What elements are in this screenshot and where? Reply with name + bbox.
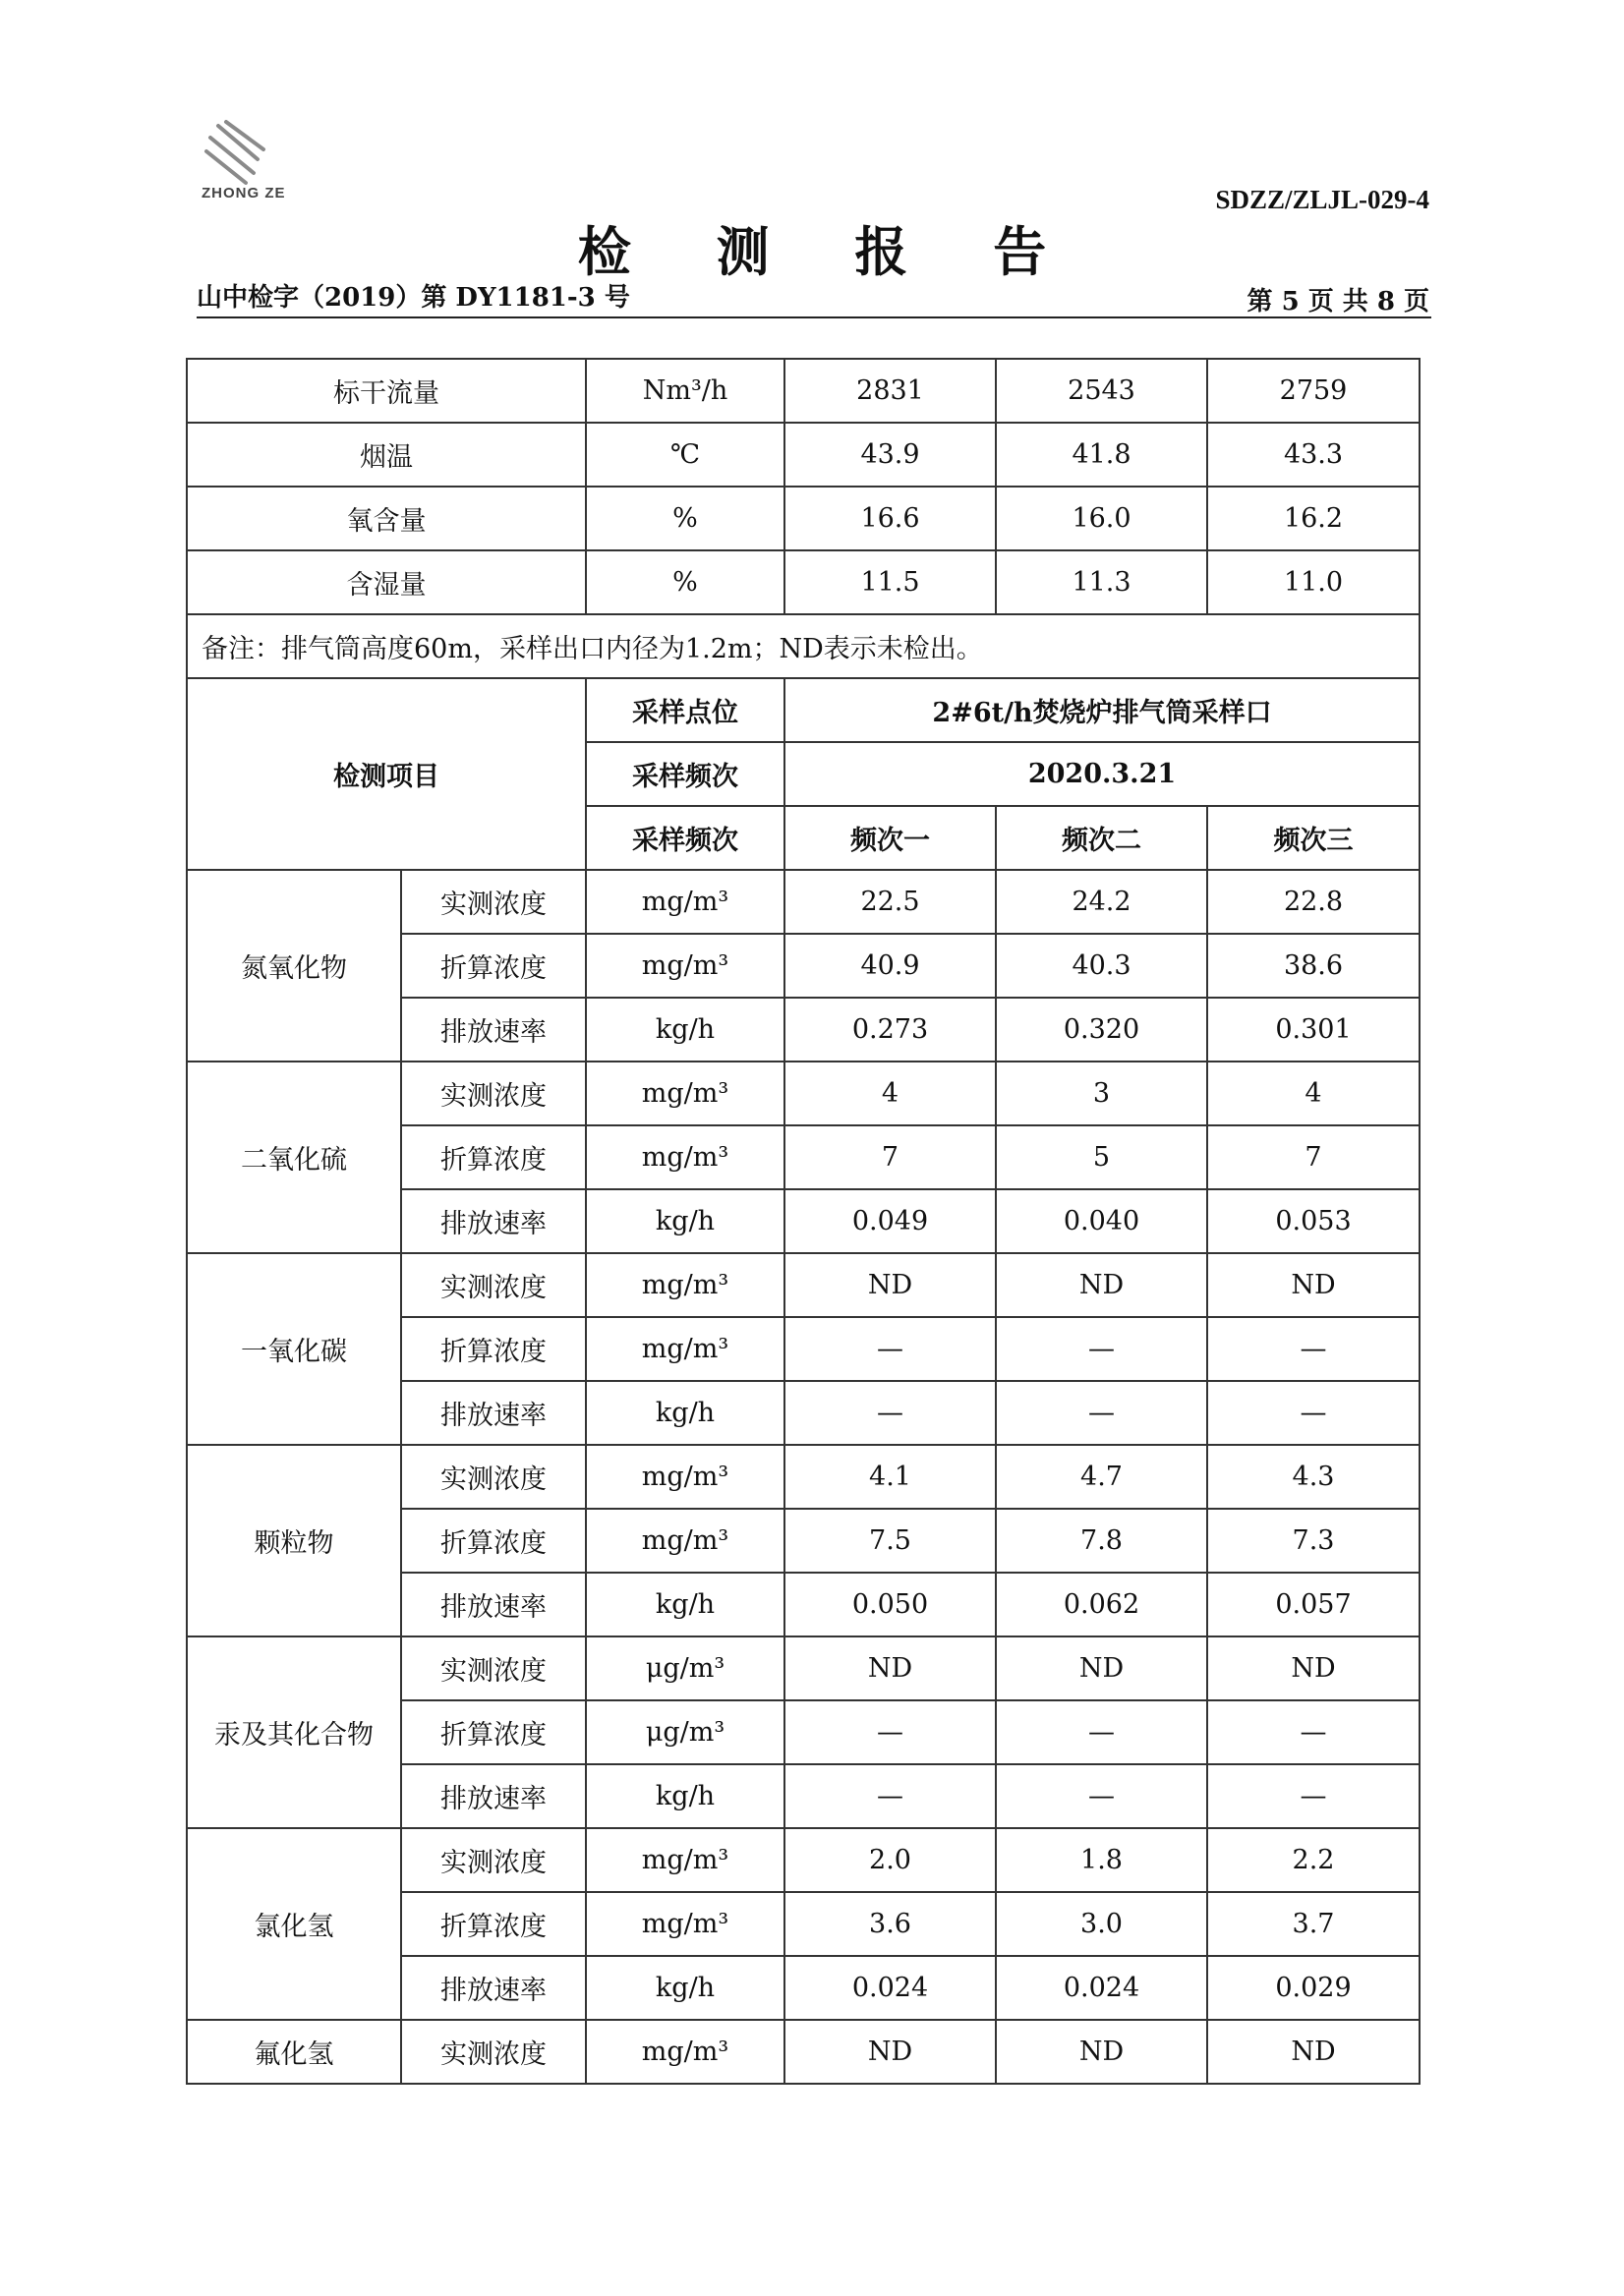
metric-label: 排放速率 bbox=[401, 1956, 586, 2020]
value-cell: ND bbox=[996, 2020, 1207, 2084]
unit-cell: kg/h bbox=[586, 1764, 784, 1828]
metric-label: 排放速率 bbox=[401, 1573, 586, 1636]
table-row bbox=[187, 1445, 1420, 1509]
emission-results-table bbox=[186, 358, 1421, 2085]
value-cell: ND bbox=[784, 1636, 996, 1700]
unit-cell: kg/h bbox=[586, 1956, 784, 2020]
pollutant-name: 汞及其化合物 bbox=[187, 1636, 401, 1828]
metric-label: 排放速率 bbox=[401, 1764, 586, 1828]
note-text: 备注：排气筒高度60m，采样出口内径为1.2m；ND表示未检出。 bbox=[187, 614, 1420, 678]
metric-label: 折算浓度 bbox=[401, 934, 586, 998]
value-cell: — bbox=[784, 1317, 996, 1381]
table-row bbox=[187, 423, 1420, 487]
sampling-date: 2020.3.21 bbox=[784, 742, 1420, 806]
table-row bbox=[187, 1062, 1420, 1125]
value-cell: — bbox=[1207, 1317, 1420, 1381]
unit-cell: mg/m³ bbox=[586, 1892, 784, 1956]
value-cell: 40.3 bbox=[996, 934, 1207, 998]
value-cell: 0.029 bbox=[1207, 1956, 1420, 2020]
frequency-label: 采样频次 bbox=[586, 742, 784, 806]
value-cell: 11.0 bbox=[1207, 550, 1420, 614]
value-cell: ND bbox=[996, 1636, 1207, 1700]
value-cell: 7.5 bbox=[784, 1509, 996, 1573]
table-row bbox=[187, 1828, 1420, 1892]
value-cell: ND bbox=[996, 1253, 1207, 1317]
value-cell: 0.040 bbox=[996, 1189, 1207, 1253]
value-cell: 3 bbox=[996, 1062, 1207, 1125]
value-cell: ND bbox=[784, 2020, 996, 2084]
value-cell: 22.5 bbox=[784, 870, 996, 934]
unit-cell: % bbox=[586, 550, 784, 614]
metric-label: 实测浓度 bbox=[401, 1253, 586, 1317]
table-row bbox=[187, 2020, 1420, 2084]
value-cell: 4 bbox=[784, 1062, 996, 1125]
value-cell: 2543 bbox=[996, 359, 1207, 423]
value-cell: 3.7 bbox=[1207, 1892, 1420, 1956]
pollutant-name: 氯化氢 bbox=[187, 1828, 401, 2020]
value-cell: ND bbox=[1207, 1636, 1420, 1700]
value-cell: 0.024 bbox=[784, 1956, 996, 2020]
table-row bbox=[187, 1253, 1420, 1317]
value-cell: — bbox=[784, 1700, 996, 1764]
unit-cell: mg/m³ bbox=[586, 870, 784, 934]
row-label: 烟温 bbox=[187, 423, 586, 487]
table-row bbox=[187, 550, 1420, 614]
pollutant-name: 颗粒物 bbox=[187, 1445, 401, 1636]
table-row bbox=[187, 870, 1420, 934]
table-row bbox=[187, 1636, 1420, 1700]
value-cell: — bbox=[784, 1381, 996, 1445]
value-cell: 1.8 bbox=[996, 1828, 1207, 1892]
page-indicator: 第 5 页 共 8 页 bbox=[1247, 287, 1429, 316]
unit-cell: μg/m³ bbox=[586, 1700, 784, 1764]
value-cell: 0.320 bbox=[996, 998, 1207, 1062]
frequency-1-header: 频次一 bbox=[784, 806, 996, 870]
row-label: 含湿量 bbox=[187, 550, 586, 614]
value-cell: — bbox=[996, 1381, 1207, 1445]
point-value: 2#6t/h焚烧炉排气筒采样口 bbox=[784, 678, 1420, 742]
header-rule bbox=[197, 316, 1431, 318]
metric-label: 折算浓度 bbox=[401, 1509, 586, 1573]
value-cell: 7 bbox=[784, 1125, 996, 1189]
value-cell: 3.0 bbox=[996, 1892, 1207, 1956]
value-cell: 7.8 bbox=[996, 1509, 1207, 1573]
unit-cell: mg/m³ bbox=[586, 2020, 784, 2084]
unit-cell: kg/h bbox=[586, 1189, 784, 1253]
value-cell: 0.053 bbox=[1207, 1189, 1420, 1253]
pollutant-name: 氮氧化物 bbox=[187, 870, 401, 1062]
value-cell: ND bbox=[1207, 2020, 1420, 2084]
value-cell: 2831 bbox=[784, 359, 996, 423]
document-code: SDZZ/ZLJL-029-4 bbox=[1215, 185, 1429, 214]
value-cell: 40.9 bbox=[784, 934, 996, 998]
table-row bbox=[187, 359, 1420, 423]
value-cell: 4.1 bbox=[784, 1445, 996, 1509]
value-cell: — bbox=[996, 1317, 1207, 1381]
value-cell: 2759 bbox=[1207, 359, 1420, 423]
unit-cell: kg/h bbox=[586, 1381, 784, 1445]
value-cell: 5 bbox=[996, 1125, 1207, 1189]
note-row bbox=[187, 614, 1420, 678]
value-cell: 0.049 bbox=[784, 1189, 996, 1253]
value-cell: — bbox=[996, 1764, 1207, 1828]
row-label: 氧含量 bbox=[187, 487, 586, 550]
metric-label: 折算浓度 bbox=[401, 1892, 586, 1956]
value-cell: 11.3 bbox=[996, 550, 1207, 614]
value-cell: 0.050 bbox=[784, 1573, 996, 1636]
metric-label: 折算浓度 bbox=[401, 1700, 586, 1764]
value-cell: 0.024 bbox=[996, 1956, 1207, 2020]
value-cell: 41.8 bbox=[996, 423, 1207, 487]
metric-label: 折算浓度 bbox=[401, 1317, 586, 1381]
value-cell: — bbox=[1207, 1381, 1420, 1445]
value-cell: 0.062 bbox=[996, 1573, 1207, 1636]
unit-cell: mg/m³ bbox=[586, 1828, 784, 1892]
pollutant-name: 一氧化碳 bbox=[187, 1253, 401, 1445]
unit-cell: mg/m³ bbox=[586, 934, 784, 998]
value-cell: 4.3 bbox=[1207, 1445, 1420, 1509]
value-cell: 0.273 bbox=[784, 998, 996, 1062]
unit-cell: kg/h bbox=[586, 998, 784, 1062]
frequency-3-header: 频次三 bbox=[1207, 806, 1420, 870]
metric-label: 实测浓度 bbox=[401, 1445, 586, 1509]
metric-label: 排放速率 bbox=[401, 1381, 586, 1445]
value-cell: 38.6 bbox=[1207, 934, 1420, 998]
metric-label: 实测浓度 bbox=[401, 870, 586, 934]
value-cell: 16.6 bbox=[784, 487, 996, 550]
value-cell: 3.6 bbox=[784, 1892, 996, 1956]
unit-cell: μg/m³ bbox=[586, 1636, 784, 1700]
metric-label: 折算浓度 bbox=[401, 1125, 586, 1189]
value-cell: ND bbox=[784, 1253, 996, 1317]
value-cell: 43.3 bbox=[1207, 423, 1420, 487]
unit-cell: mg/m³ bbox=[586, 1509, 784, 1573]
unit-cell: % bbox=[586, 487, 784, 550]
value-cell: 0.301 bbox=[1207, 998, 1420, 1062]
unit-cell: mg/m³ bbox=[586, 1062, 784, 1125]
value-cell: 7.3 bbox=[1207, 1509, 1420, 1573]
value-cell: — bbox=[996, 1700, 1207, 1764]
unit-cell: ℃ bbox=[586, 423, 784, 487]
frequency-2-header: 频次二 bbox=[996, 806, 1207, 870]
value-cell: ND bbox=[1207, 1253, 1420, 1317]
row-label: 标干流量 bbox=[187, 359, 586, 423]
value-cell: 43.9 bbox=[784, 423, 996, 487]
value-cell: 0.057 bbox=[1207, 1573, 1420, 1636]
item-header: 检测项目 bbox=[187, 678, 586, 870]
page-title: 检 测 报 告 bbox=[577, 220, 1080, 283]
report-number: 山中检字（2019）第 DY1181-3 号 bbox=[197, 283, 630, 313]
unit-cell: mg/m³ bbox=[586, 1125, 784, 1189]
value-cell: — bbox=[1207, 1764, 1420, 1828]
pollutant-name: 二氧化硫 bbox=[187, 1062, 401, 1253]
metric-label: 排放速率 bbox=[401, 998, 586, 1062]
value-cell: — bbox=[1207, 1700, 1420, 1764]
unit-cell: mg/m³ bbox=[586, 1317, 784, 1381]
value-cell: — bbox=[784, 1764, 996, 1828]
point-label: 采样点位 bbox=[586, 678, 784, 742]
value-cell: 11.5 bbox=[784, 550, 996, 614]
value-cell: 4 bbox=[1207, 1062, 1420, 1125]
value-cell: 2.0 bbox=[784, 1828, 996, 1892]
value-cell: 4.7 bbox=[996, 1445, 1207, 1509]
pollutant-name: 氟化氢 bbox=[187, 2020, 401, 2084]
value-cell: 7 bbox=[1207, 1125, 1420, 1189]
value-cell: 2.2 bbox=[1207, 1828, 1420, 1892]
unit-cell: mg/m³ bbox=[586, 1445, 784, 1509]
value-cell: 24.2 bbox=[996, 870, 1207, 934]
logo-text: ZHONG ZE bbox=[202, 185, 286, 201]
metric-label: 实测浓度 bbox=[401, 1828, 586, 1892]
metric-label: 实测浓度 bbox=[401, 1636, 586, 1700]
metric-label: 实测浓度 bbox=[401, 2020, 586, 2084]
unit-cell: mg/m³ bbox=[586, 1253, 784, 1317]
value-cell: 16.0 bbox=[996, 487, 1207, 550]
unit-cell: Nm³/h bbox=[586, 359, 784, 423]
section-header-row bbox=[187, 678, 1420, 742]
unit-cell: kg/h bbox=[586, 1573, 784, 1636]
value-cell: 22.8 bbox=[1207, 870, 1420, 934]
value-cell: 16.2 bbox=[1207, 487, 1420, 550]
frequency-label: 采样频次 bbox=[586, 806, 784, 870]
metric-label: 实测浓度 bbox=[401, 1062, 586, 1125]
metric-label: 排放速率 bbox=[401, 1189, 586, 1253]
table-row bbox=[187, 487, 1420, 550]
